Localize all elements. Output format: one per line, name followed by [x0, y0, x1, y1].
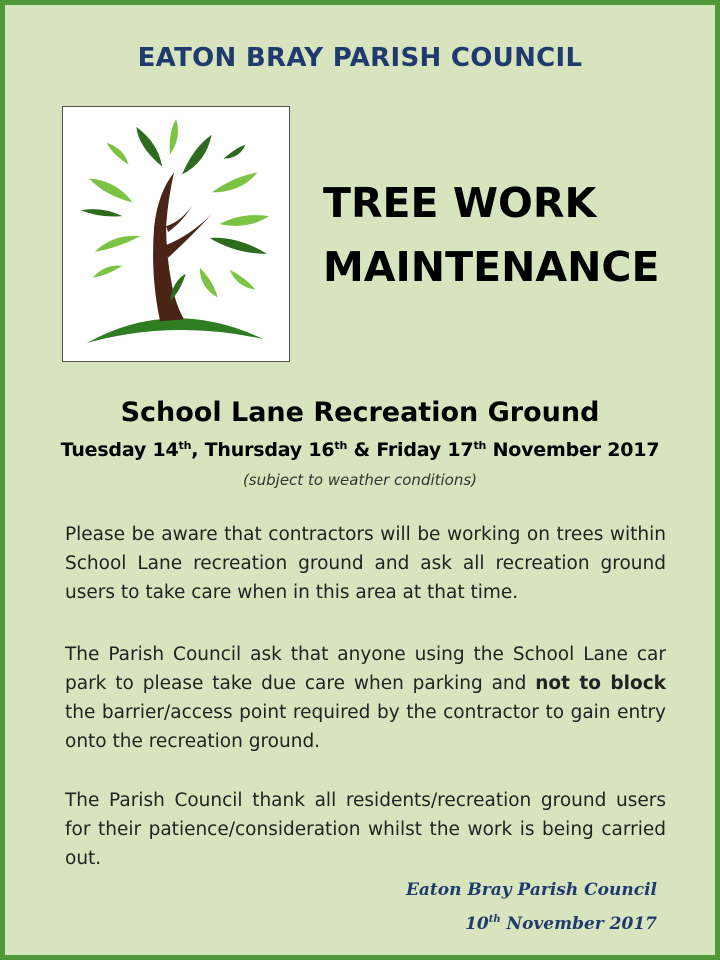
p2-text-after: the barrier/access point required by the contractor to gain entry onto the recreation ground. [65, 702, 666, 752]
location-title: School Lane Recreation Ground [120, 397, 600, 428]
signature-date-suffix: th [488, 914, 501, 925]
paragraph-thanks: The Parish Council thank all residents/recreation ground users for their patience/consideration whilst the work is being carried out. [65, 790, 666, 869]
date-1-suffix: th [178, 439, 192, 452]
weather-note: (subject to weather conditions) [242, 471, 478, 489]
headline-line-1: TREE WORK [323, 179, 597, 227]
signature [406, 875, 657, 939]
paragraph-contractors: Please be aware that contractors will be working on trees within School Lane recreation ground and ask all recreation ground users to take care when in this area at that time. [65, 524, 666, 603]
date-1: Tuesday 14 [60, 439, 179, 461]
signature-name: Eaton Bray Parish Council [405, 880, 657, 900]
date-2-suffix: th [334, 439, 348, 452]
date-3-suffix: th [473, 439, 487, 452]
organization-title: EATON BRAY PARISH COUNCIL [137, 43, 583, 73]
p2-text-before: The Parish Council ask that anyone using the School Lane car park to please take due care when parking and [65, 644, 666, 694]
work-dates [5, 439, 715, 461]
paragraph-car-park [65, 640, 666, 756]
tree-logo [62, 106, 290, 362]
tree-icon [63, 107, 289, 361]
date-2: , Thursday 16 [191, 439, 335, 461]
headline-line-2: MAINTENANCE [323, 243, 660, 291]
notice-headline [323, 171, 660, 299]
date-3: & Friday 17 [347, 439, 474, 461]
signature-date [406, 905, 657, 939]
p2-bold-text: not to block [535, 673, 666, 694]
date-tail: November 2017 [486, 439, 660, 461]
signature-date-day: 10 [465, 914, 489, 934]
signature-date-rest: November 2017 [500, 914, 657, 934]
